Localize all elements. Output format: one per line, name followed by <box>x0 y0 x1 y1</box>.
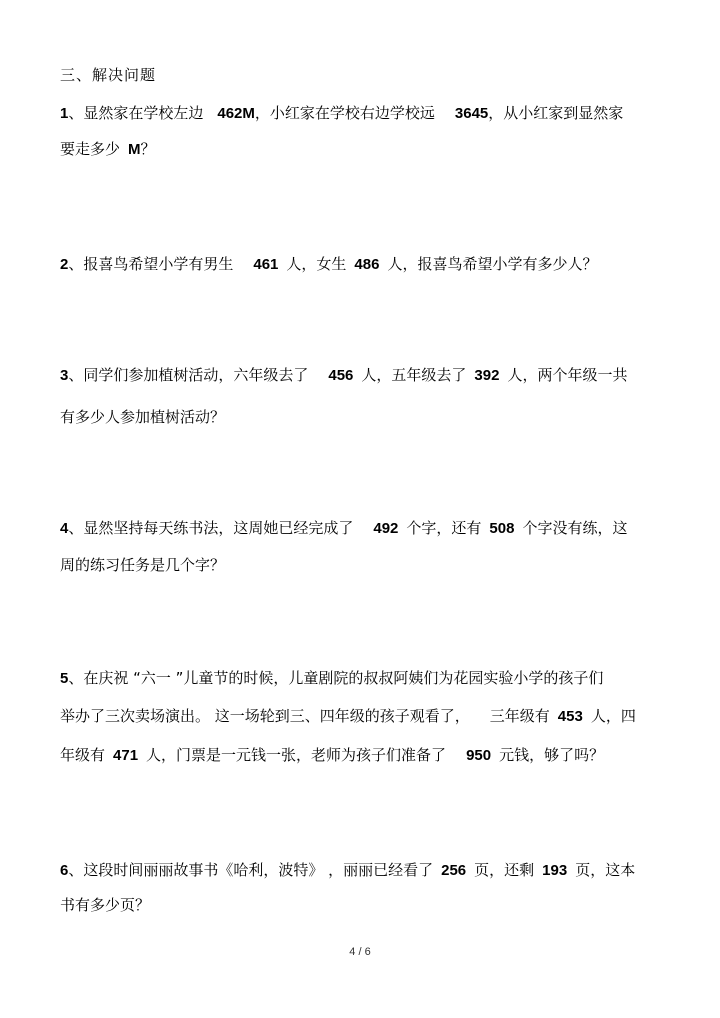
problem-text: 周的练习任务是几个字？ <box>60 556 226 574</box>
problem-2-line-1 <box>60 253 597 276</box>
page-number: 4 / 6 <box>349 946 371 958</box>
problem-text: 、同学们参加植树活动，六年级去了 <box>68 366 309 384</box>
problem-value: 950 <box>466 747 492 764</box>
problem-value: 193 <box>542 862 568 879</box>
problem-value: 456 <box>328 367 354 384</box>
problem-text: 要走多少 <box>60 140 121 158</box>
problem-text: 书有多少页？ <box>60 896 151 914</box>
problem-4-line-1 <box>60 517 627 540</box>
problem-text: 、显然坚持每天练书法，这周她已经完成了 <box>68 519 354 537</box>
problem-text: 、报喜鸟希望小学有男生 <box>68 255 234 273</box>
problem-value: 492 <box>373 520 399 537</box>
problem-text: ？ <box>140 140 156 158</box>
problem-text: 、在庆祝 “六一 ”儿童节的时候，儿童剧院的叔叔阿姨们为花园实验小学的孩子们 <box>68 669 604 687</box>
problem-number: 5 <box>60 670 69 687</box>
problem-6-line-1 <box>60 859 635 882</box>
problem-text: 有多少人参加植树活动？ <box>60 408 226 426</box>
problem-text: 页，还剩 <box>474 861 535 879</box>
problem-value: 392 <box>474 367 500 384</box>
problem-text: 、这段时间丽丽故事书《哈利，波特》 ，丽丽已经看了 <box>68 861 434 879</box>
problem-text: 人，两个年级一共 <box>507 366 628 384</box>
problem-3-line-1 <box>60 364 627 387</box>
problem-number: 2 <box>60 256 69 273</box>
problem-text: 三年级有 <box>489 707 550 725</box>
problem-1-line-1 <box>60 102 623 125</box>
problem-value: 486 <box>354 256 380 273</box>
problem-3-line-2 <box>60 406 225 428</box>
problem-number: 4 <box>60 520 69 537</box>
problem-value: 461 <box>253 256 279 273</box>
problem-value: 453 <box>557 708 583 725</box>
problem-text: 个字，还有 <box>406 519 482 537</box>
problem-text: 元钱，够了吗？ <box>499 746 605 764</box>
problem-value: 3645 <box>454 105 489 122</box>
problem-text: 页，这本 <box>575 861 636 879</box>
problem-1-line-2 <box>60 138 156 161</box>
problem-value: 471 <box>113 747 139 764</box>
problem-text: 人，女生 <box>286 255 347 273</box>
problem-5-line-3 <box>60 744 604 767</box>
problem-value: 508 <box>489 520 515 537</box>
problem-text: 人，报喜鸟希望小学有多少人？ <box>387 255 598 273</box>
problem-text: ，小红家在学校右边学校远 <box>254 104 435 122</box>
problem-text: 人，五年级去了 <box>361 366 467 384</box>
problem-5-line-2 <box>60 705 636 728</box>
problem-number: 1 <box>60 105 69 122</box>
problem-value: M <box>128 141 141 158</box>
problem-text: 年级有 <box>60 746 106 764</box>
problem-text: 、显然家在学校左边 <box>68 104 204 122</box>
problem-text: 人，门票是一元钱一张，老师为孩子们准备了 <box>146 746 447 764</box>
problem-4-line-2 <box>60 554 225 576</box>
problem-5-line-1 <box>60 667 603 690</box>
problem-text: 人，四 <box>590 707 636 725</box>
problem-number: 3 <box>60 367 69 384</box>
problem-6-line-2 <box>60 894 150 916</box>
problem-value: 462M <box>217 105 255 122</box>
problem-text: ，从小红家到显然家 <box>488 104 624 122</box>
problem-text: 个字没有练，这 <box>522 519 628 537</box>
problem-value: 256 <box>441 862 467 879</box>
problem-text: 举办了三次卖场演出。 这一场轮到三、四年级的孩子观看了， <box>60 707 470 725</box>
problem-number: 6 <box>60 862 69 879</box>
section-title: 三、解决问题 <box>60 66 157 84</box>
